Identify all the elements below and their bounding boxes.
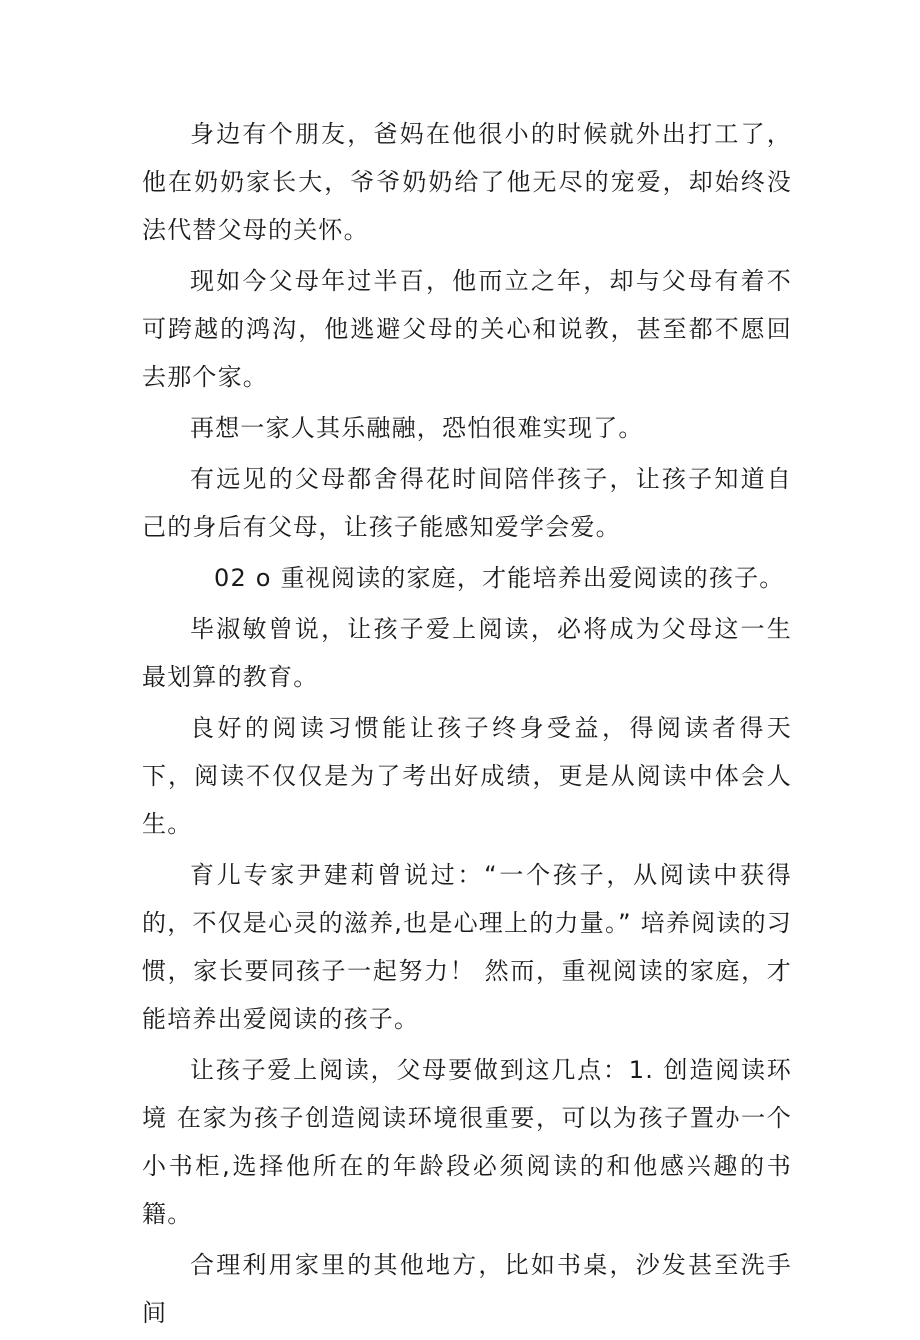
paragraph-8: 让孩子爱上阅读，父母要做到这几点：1. 创造阅读环境 在家为孩子创造阅读环境很重要，可以为孩子置办一个小书柜,选择他所在的年龄段必须阅读的和他感兴趣的书籍。 [142,1056,792,1228]
paragraph-4: 有远见的父母都舍得花时间陪伴孩子，让孩子知道自己的身后有父母，让孩子能感知爱学会爱。 [142,465,792,541]
section-heading-02: 02 o 重视阅读的家庭，才能培养出爱阅读的孩子。 [214,564,785,592]
document-body [142,110,792,1340]
paragraph-3: 再想一家人其乐融融，恐怕很难实现了。 [190,414,644,442]
paragraph-5: 毕淑敏曾说，让孩子爱上阅读，必将成为父母这一生最划算的教育。 [142,615,792,691]
paragraph-7: 育儿专家尹建莉曾说过：“一个孩子，从阅读中获得的，不仅是心灵的滋养,也是心理上的力量。” 培养阅读的习惯，家长要同孩子一起努力！ 然而，重视阅读的家庭，才能培养出爱阅读的孩子。 [142,861,792,1033]
paragraph-6: 良好的阅读习惯能让孩子终身受益，得阅读者得天下，阅读不仅仅是为了考出好成绩，更是从阅读中体会人生。 [142,714,792,838]
paragraph-1: 身边有个朋友，爸妈在他很小的时候就外出打工了，他在奶奶家长大，爷爷奶奶给了他无尽的宠爱，却始终没法代替父母的关怀。 [142,120,792,244]
paragraph-9: 合理利用家里的其他地方，比如书桌，沙发甚至洗手间 [142,1251,792,1327]
paragraph-2: 现如今父母年过半百，他而立之年，却与父母有着不可跨越的鸿沟，他逃避父母的关心和说教，甚至都不愿回去那个家。 [142,267,792,391]
